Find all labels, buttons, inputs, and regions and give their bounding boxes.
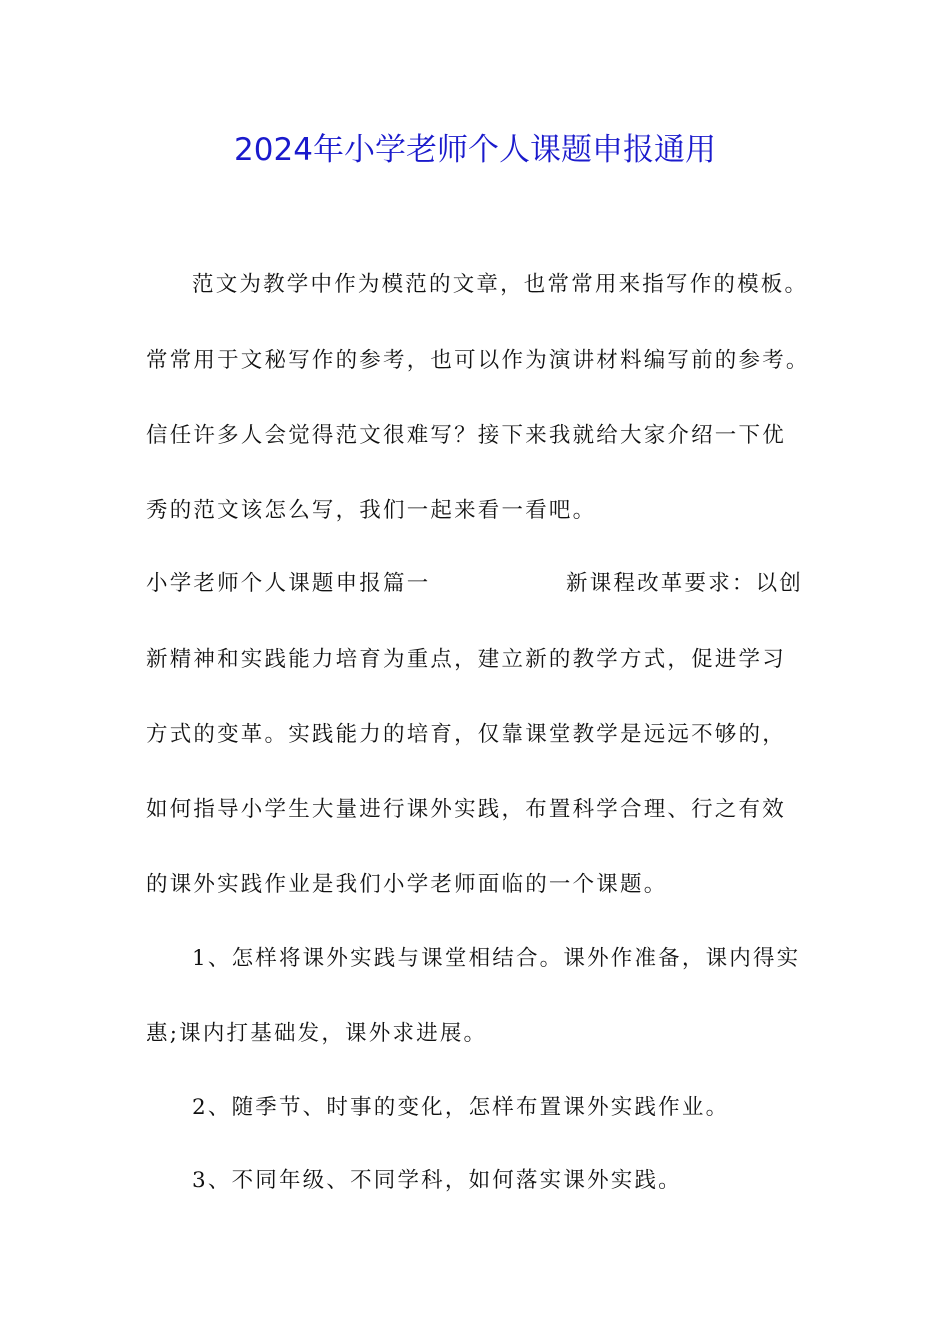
list-item-continuation: 惠;课内打基础发，课外求进展。 — [146, 1021, 488, 1046]
paragraph-line: 方式的变革。实践能力的培育，仅靠课堂教学是远远不够的， — [146, 722, 786, 747]
paragraph-line: 如何指导小学生大量进行课外实践，布置科学合理、行之有效 — [146, 797, 786, 822]
paragraph-line: 新课程改革要求：以创 — [566, 571, 804, 596]
section-heading: 小学老师个人课题申报篇一 — [146, 571, 431, 596]
paragraph-line: 信任许多人会觉得范文很难写？接下来我就给大家介绍一下优 — [146, 423, 786, 448]
list-item: 1、怎样将课外实践与课堂相结合。课外作准备，课内得实 — [192, 946, 801, 971]
paragraph-line: 常常用于文秘写作的参考，也可以作为演讲材料编写前的参考。 — [146, 348, 810, 373]
paragraph-line: 范文为教学中作为模范的文章，也常常用来指写作的模板。 — [192, 272, 809, 297]
document-title: 2024年小学老师个人课题申报通用 — [234, 132, 716, 168]
list-item: 2、随季节、时事的变化，怎样布置课外实践作业。 — [192, 1095, 730, 1120]
paragraph-line: 的课外实践作业是我们小学老师面临的一个课题。 — [146, 872, 668, 897]
list-item: 3、不同年级、不同学科，如何落实课外实践。 — [192, 1168, 682, 1193]
paragraph-line: 新精神和实践能力培育为重点，建立新的教学方式，促进学习 — [146, 647, 786, 672]
paragraph-line: 秀的范文该怎么写，我们一起来看一看吧。 — [146, 498, 597, 523]
